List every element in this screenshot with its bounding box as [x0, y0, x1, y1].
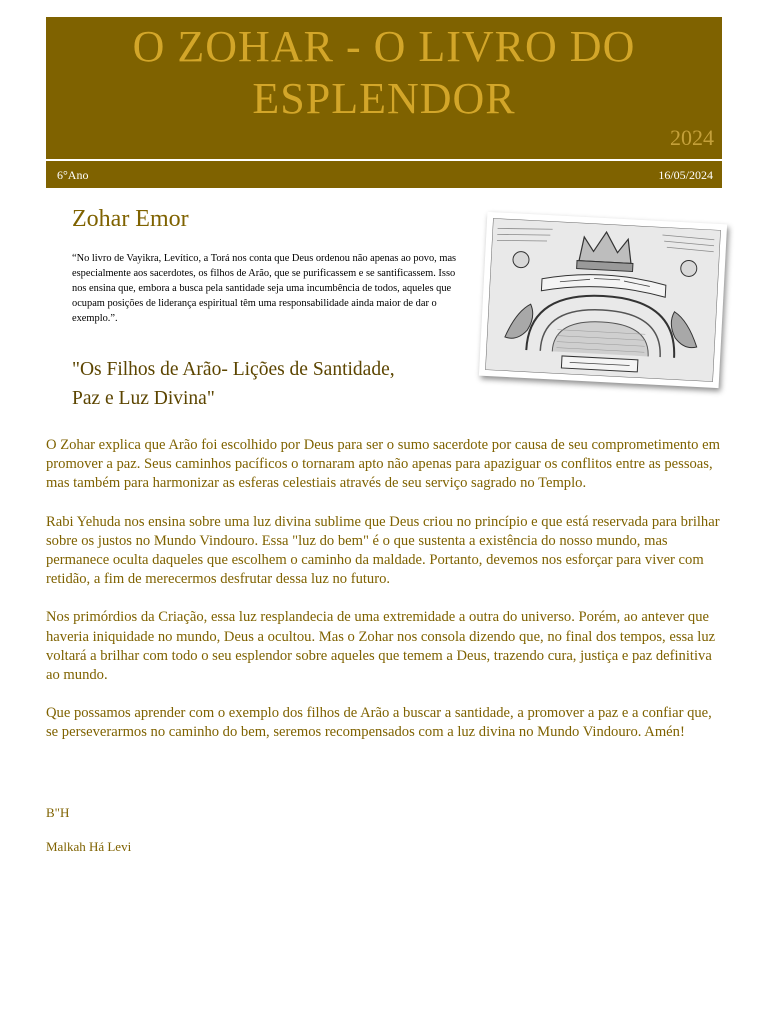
bh-signature: B"H [46, 805, 70, 820]
info-bar [46, 161, 722, 188]
paragraph: Nos primórdios da Criação, essa luz resplandecia de uma extremidade a outra do universo. Porém, ao antever que haveria iniquidade no mundo, Deus a ocultou. Mas o Zohar nos consola dizendo que, no final dos tempos, essa luz voltará a brilhar com todo o seu esplendor sobre aqueles que temem a Deus, trazendo cura, justiça e paz definitiva ao mundo. [46, 609, 716, 684]
date-label: 16/05/2024 [658, 168, 713, 182]
intro-quote: “No livro de Vayikra, Levítico, a Torá nos conta que Deus ordenou não apenas ao povo, mas especialmente aos sacerdotes, os filhos de Arão, que se purificassem e se santificassem. Isso nos ensina que, embora a busca pela santidade seja uma incumbência de todos, aqueles que ocupam posições de liderança espiritual têm uma responsabilidade ainda maior de dar o exemplo.”. [72, 253, 457, 324]
paragraph: Que possamos aprender com o exemplo dos filhos de Arão a buscar a santidade, a promover a paz e a confiar que, se perseverarmos no caminho do bem, seremos recompensados com a luz divina no Mundo Vindouro. Amén! [46, 705, 712, 741]
masthead [46, 17, 722, 159]
engraving-illustration-icon [485, 218, 721, 382]
publication-year: 2024 [670, 125, 714, 150]
author-name: Malkah Há Levi [46, 839, 132, 854]
paragraph: Rabi Yehuda nos ensina sobre uma luz divina sublime que Deus criou no princípio e que está reservada para brilhar sobre os justos no Mundo Vindouro. Essa "luz do bem" é o que sustenta a existência do nosso mundo, mas permanece oculta daqueles que escolhem o caminho da maldade. Portanto, devemos nos esforçar para viver com retidão, a fim de merecermos desfrutar dessa luz no futuro. [46, 513, 720, 588]
grade-label: 6°Ano [57, 168, 89, 182]
article-body [46, 436, 722, 762]
article-subtitle: "Os Filhos de Arão- Lições de Santidade, Paz e Luz Divina" [72, 359, 395, 409]
paragraph: O Zohar explica que Arão foi escolhido por Deus para ser o sumo sacerdote por causa de seu comprometimento em promover a paz. Seus caminhos pacíficos o tornaram apto não apenas para apaziguar os conflitos entre as pessoas, mas também para harmonizar as esferas celestiais através de seu serviço sagrado no Templo. [46, 437, 720, 492]
article-heading: Zohar Emor [72, 206, 189, 232]
page-title: O ZOHAR - O LIVRO DO ESPLENDOR [132, 22, 636, 123]
engraving-image [479, 212, 727, 388]
